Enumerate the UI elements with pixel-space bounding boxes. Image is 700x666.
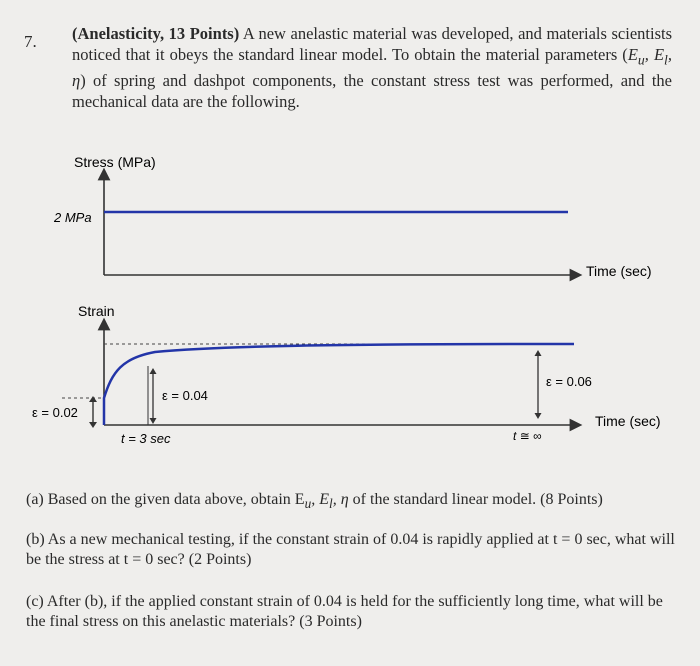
- strain-series-curve: [104, 344, 574, 425]
- stress-time-label: Time (sec): [586, 263, 652, 279]
- intro-part1: A new anelastic material was developed, and materials scientists noticed that it obeys the standard linear model. To obtain the material parameters (: [72, 24, 672, 64]
- delta-strain-label: ε = 0.04: [162, 388, 208, 403]
- part-c: (c) After (b), if the applied constant strain of 0.04 is held for the sufficiently long time, what will be the final stress on this anelastic materials? (3 Points): [26, 593, 663, 630]
- final-strain-label: ε = 0.06: [546, 374, 592, 389]
- strain-time-label: Time (sec): [595, 413, 661, 429]
- intro-part2: ) of spring and dashpot components, the constant stress test was performed, and the mechanical data are the following.: [72, 71, 672, 112]
- initial-strain-arrow-up: [89, 396, 97, 402]
- question-intro: (Anelasticity, 13 Points) A new anelastic material was developed, and materials scientists noticed that it obeys the standard linear model. To obtain the material parameters ($E_u$, $E_l$, η) of spring and dashpot components, the constant stress test was performed, and the mechanical data are the following.: [72, 24, 672, 112]
- time-mark-label: t = 3 sec: [121, 431, 171, 446]
- part-b: (b) As a new mechanical testing, if the constant strain of 0.04 is rapidly applied at t = 0 sec, what will be the stress at t = 0 sec? (2 Points): [26, 531, 675, 568]
- final-strain-arrow-down: [535, 413, 542, 419]
- question-title: (Anelasticity, 13 Points): [72, 24, 240, 43]
- part-a: (a) Based on the given data above, obtain $E_u$, $E_l$, η of the standard linear model. (8 Points): [26, 491, 603, 512]
- infinity-mark-label: t ≅ ∞: [513, 429, 542, 443]
- delta-strain-arrow-down: [150, 418, 157, 424]
- stress-axis-label: Stress (MPa): [74, 154, 156, 170]
- delta-strain-arrow-up: [150, 368, 157, 374]
- initial-strain-label: ε = 0.02: [32, 405, 78, 420]
- question-number: 7.: [24, 32, 37, 51]
- strain-axis-label: Strain: [78, 303, 115, 319]
- initial-strain-arrow-down: [89, 422, 97, 428]
- final-strain-arrow-up: [535, 350, 542, 356]
- stress-level-label: 2 MPa: [54, 210, 92, 225]
